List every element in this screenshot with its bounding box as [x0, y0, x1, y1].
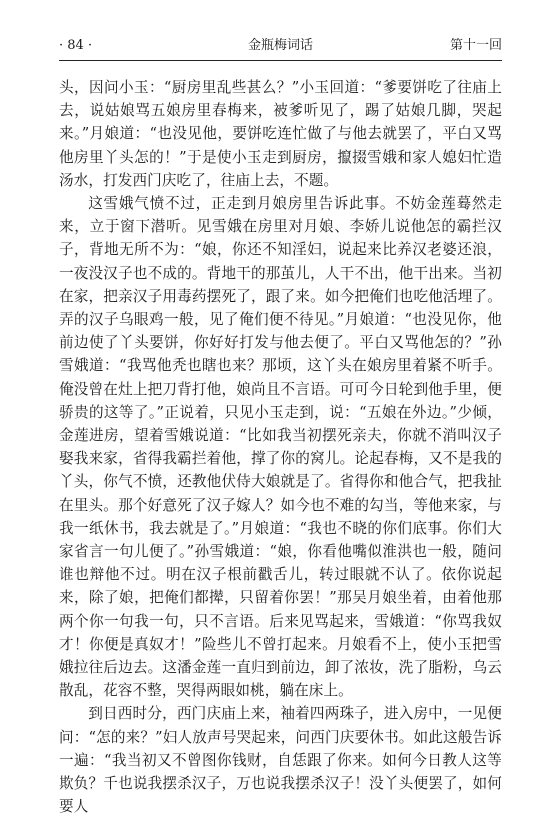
paragraph: 到日西时分，西门庆庙上来，袖着四两珠子，进入房中，一见便问：“怎的来？”妇人放声号哭起来，问西门庆要休书。如此这般告诉一遍：“我当初又不曾图你钱财，自恁跟了你来。如何今日教人这等欺负？千也说我摆杀汉子，万也说我摆杀汉子！没丫头便罢了，如何要人: [59, 705, 502, 816]
page-number: · 84 ·: [59, 38, 93, 53]
paragraph-continuation: 头，因问小玉：“厨房里乱些甚么？”小玉回道：“爹要饼吃了往庙上去，说姑娘骂五娘房里春梅来，被爹听见了，踢了姑娘几脚，哭起来。”月娘道：“也没见他，要饼吃连忙做了与他去就罢了，平白又骂他房里丫头怎的！”于是使小玉走到厨房，攛掇雪娥和家人媳妇忙造汤水，打发西门庆吃了，往庙上去，不题。: [59, 79, 502, 189]
paragraph: 这雪娥气愤不过，正走到月娘房里告诉此事。不妨金莲蓦然走来，立于窗下潜听。见雪娥在房里对月娘、李娇儿说他怎的霸拦汉子，背地无所不为：“娘，你还不知淫妇，说起来比养汉老婆还浪，一夜没汉子也不成的。背地干的那茧儿，人干不出，他干出来。当初在家，把亲汉子用毒药摆死了，跟了来。如今把俺们也吃他活埋了。弄的汉子乌眼鸡一般，见了俺们便不待见。”月娘道：“也没见你，他前边使了丫头要饼，你好好打发与他去便了。平白又骂他怎的？”孙雪娥道：“我骂他秃也瞎也来？那顷，这丫头在娘房里着紧不听手。俺没曾在灶上把刀背打他，娘尚且不言语。可可今日轮到他手里，便骄贵的这等了。”正说着，只见小玉走到，说：“五娘在外边。”少倾，金莲进房，望着雪娥说道：“比如我当初摆死亲夫，你就不消叫汉子娶我来家，省得我霸拦着他，撑了你的窝儿。论起春梅，又不是我的丫头，你气不愤，还教他伏侍大娘就是了。省得你和他合气，把我扯在里头。那个好意死了汉子嫁人？如今也不难的勾当，等他来家，与我一纸休书，我去就是了。”月娘道：“我也不晓的你们底事。你们大家省言一句儿便了。”孙雪娥道：“娘，你看他嘴似淮洪也一般，随问谁也辩他不过。明在汉子根前戳舌儿，转过眼就不认了。依你说起来，除了娘，把俺们都撵，只留着你罢！”那吴月娘坐着，由着他那两个你一句我一句，只不言语。后来见骂起来，雪娥道：“你骂我奴才！你便是真奴才！”险些儿不曾打起来。月娘看不上，使小玉把雪娥拉往后边去。这潘金莲一直归到前边，卸了浓妆，洗了脂粉，乌云散乱，花容不整，哭得两眼如桃，躺在床上。: [59, 195, 502, 700]
book-title: 金瓶梅词话: [247, 38, 313, 53]
header-rule: [59, 60, 502, 61]
body-text: [59, 76, 502, 819]
running-head: [59, 36, 502, 56]
chapter-title: 第十一回: [449, 38, 502, 53]
